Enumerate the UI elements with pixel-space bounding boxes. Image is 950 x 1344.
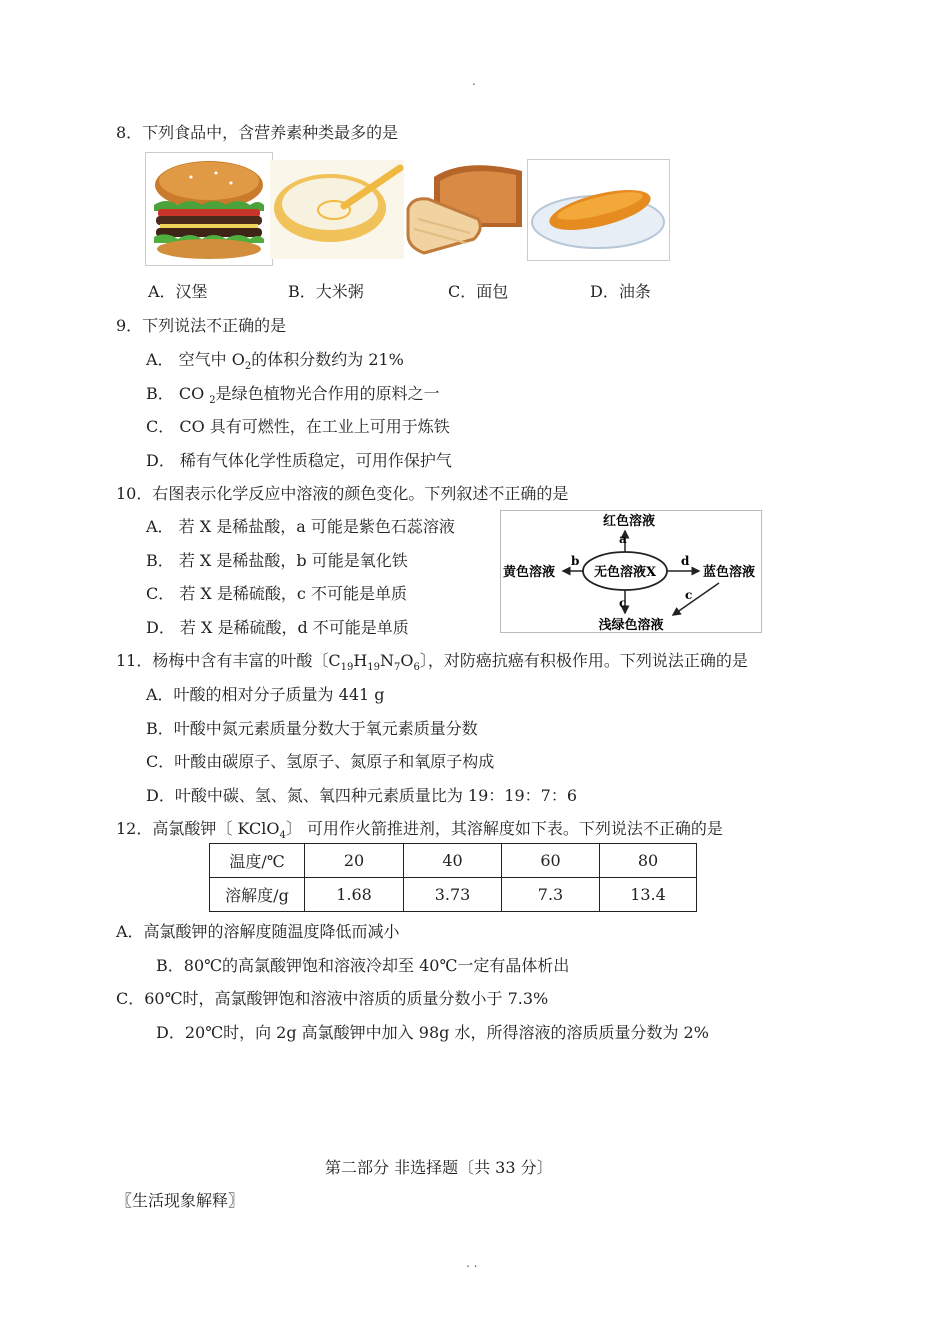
- table-cell: 20: [305, 844, 404, 878]
- arrow-c2: [673, 583, 719, 615]
- table-cell: 1.68: [305, 878, 404, 912]
- table-cell: 温度/℃: [210, 844, 305, 878]
- q11-option-d: D．叶酸中碳、氢、氮、氧四种元素质量比为 19：19：7：6: [146, 786, 577, 805]
- q8-option-a: A．汉堡: [148, 282, 208, 301]
- header-mark: .: [472, 74, 476, 88]
- q12-option-a: A．高氯酸钾的溶解度随温度降低而减小: [116, 922, 400, 941]
- table-cell: 7.3: [502, 878, 600, 912]
- label-d: d: [681, 554, 690, 568]
- q12-stem: 12．高氯酸钾〔 KClO$_4$〕 可用作火箭推进剂，其溶解度如下表。下列说法不正确的是: [116, 819, 723, 841]
- q9-option-c: C． CO 具有可燃性，在工业上可用于炼铁: [146, 417, 450, 436]
- table-cell: 60: [502, 844, 600, 878]
- q10-option-b: B． 若 X 是稀盐酸，b 可能是氧化铁: [146, 551, 408, 570]
- table-cell: 40: [404, 844, 502, 878]
- bread-image: [404, 157, 527, 260]
- q11-option-b: B．叶酸中氮元素质量分数大于氧元素质量分数: [146, 719, 478, 738]
- hamburger-image: [145, 152, 273, 266]
- section-heading: 〖生活现象解释〗: [116, 1191, 245, 1210]
- color-change-diagram: [500, 510, 762, 633]
- center-label: 无色溶液X: [593, 565, 657, 580]
- q12-option-c: C．60℃时，高氯酸钾饱和溶液中溶质的质量分数小于 7.3%: [116, 989, 549, 1008]
- q10-option-a: A． 若 X 是稀盐酸，a 可能是紫色石蕊溶液: [146, 517, 455, 536]
- table-cell: 溶解度/g: [210, 878, 305, 912]
- rice-porridge-image: [270, 160, 404, 259]
- top-label: 红色溶液: [602, 514, 656, 529]
- table-cell: 13.4: [600, 878, 697, 912]
- part2-title: 第二部分 非选择题〔共 33 分〕: [325, 1158, 553, 1177]
- youtiao-image: [527, 159, 670, 261]
- label-a: a: [619, 532, 627, 546]
- table-row: [210, 878, 697, 912]
- q8-option-b: B．大米粥: [288, 282, 364, 301]
- q11-option-a: A．叶酸的相对分子质量为 441 g: [146, 685, 385, 704]
- right-label: 蓝色溶液: [703, 565, 756, 580]
- q8-option-c: C．面包: [448, 282, 509, 301]
- table-cell: 80: [600, 844, 697, 878]
- footer-mark: . .: [466, 1256, 478, 1270]
- left-label: 黄色溶液: [503, 565, 556, 580]
- q8-option-d: D．油条: [590, 282, 651, 301]
- q9-option-b: B． CO $_2$是绿色植物光合作用的原料之一: [146, 384, 440, 406]
- label-c: c: [619, 596, 627, 610]
- q12-option-d: D．20℃时，向 2g 高氯酸钾中加入 98g 水，所得溶液的溶质质量分数为 2%: [156, 1023, 709, 1042]
- q9-stem: 9．下列说法不正确的是: [116, 316, 287, 335]
- q8-stem: 8．下列食品中，含营养素种类最多的是: [116, 123, 399, 142]
- q11-option-c: C．叶酸由碳原子、氢原子、氮原子和氧原子构成: [146, 752, 495, 771]
- solubility-table: [209, 843, 697, 912]
- bottom-label: 浅绿色溶液: [598, 618, 664, 632]
- q12-option-b: B．80℃的高氯酸钾饱和溶液冷却至 40℃一定有晶体析出: [156, 956, 570, 975]
- q10-stem: 10．右图表示化学反应中溶液的颜色变化。下列叙述不正确的是: [116, 484, 569, 503]
- table-cell: 3.73: [404, 878, 502, 912]
- q11-stem: 11．杨梅中含有丰富的叶酸〔$C_{19}H_{19}N_7O_6$〕，对防癌抗癌有积极作用。下列说法正确的是: [116, 651, 748, 673]
- table-row: [210, 844, 697, 878]
- q10-option-d: D． 若 X 是稀硫酸，d 不可能是单质: [146, 618, 409, 637]
- label-c2: c: [685, 588, 693, 602]
- q9-option-a: A． 空气中 $O_2$的体积分数约为 21%: [146, 350, 404, 372]
- label-b: b: [571, 554, 580, 568]
- q10-option-c: C． 若 X 是稀硫酸，c 不可能是单质: [146, 584, 407, 603]
- q9-option-d: D． 稀有气体化学性质稳定，可用作保护气: [146, 451, 452, 470]
